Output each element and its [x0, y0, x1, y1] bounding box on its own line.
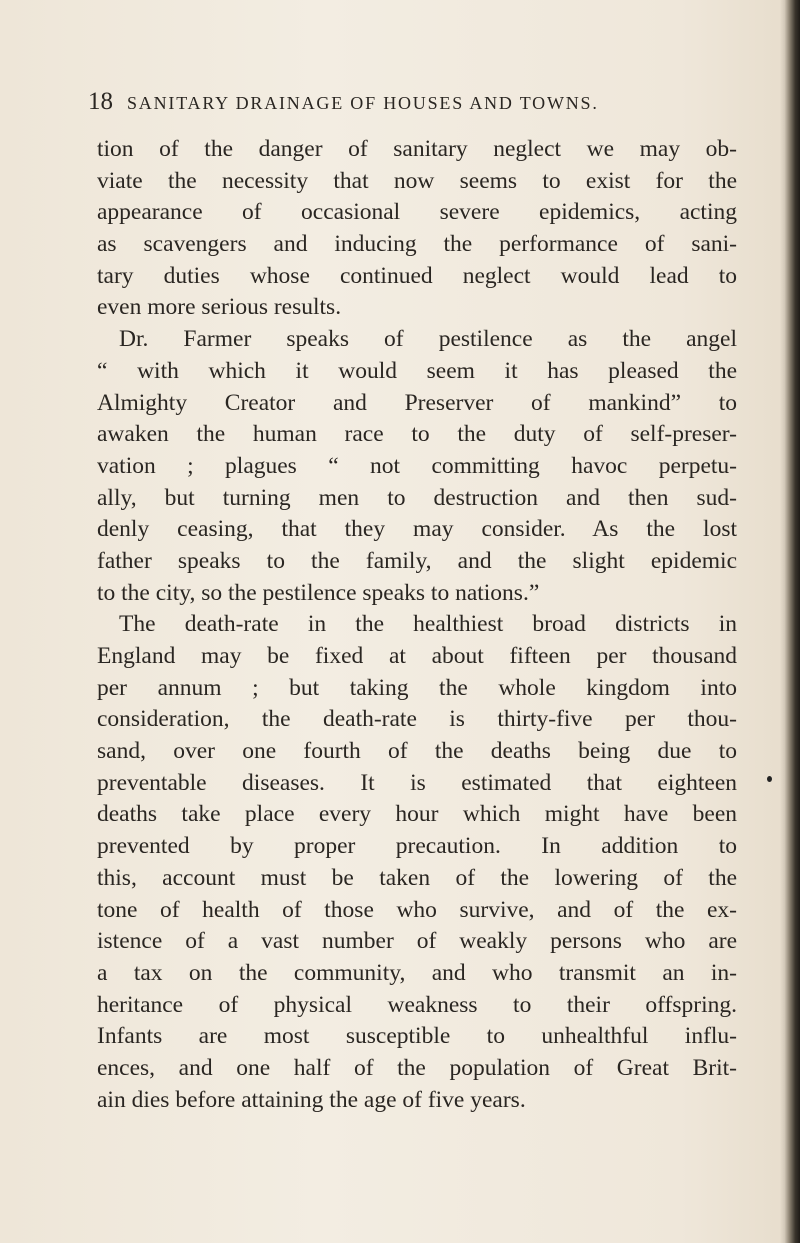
page-number: 18 — [88, 88, 113, 115]
text-line: tary duties whose continued neglect would lead to — [97, 262, 737, 289]
text-line: denly ceasing, that they may consider. As the lost — [97, 516, 737, 543]
text-line: England may be fixed at about fifteen per thousand — [97, 643, 737, 669]
running-title: SANITARY DRAINAGE OF HOUSES AND TOWNS. — [127, 93, 599, 113]
text-line: Infants are most susceptible to unhealthful influ- — [97, 1023, 737, 1050]
text-line: vation ; plagues “ not committing havoc perpetu- — [97, 452, 737, 479]
text-line: as scavengers and inducing the performance of sani- — [97, 231, 737, 258]
text-line: ain dies before attaining the age of five years. — [97, 1086, 526, 1113]
text-line: deaths take place every hour which might have been — [97, 801, 737, 828]
text-line: this, account must be taken of the lowering of the — [97, 864, 737, 891]
text-line: sand, over one fourth of the deaths being due to — [97, 738, 737, 765]
text-line: heritance of physical weakness to their offspring. — [97, 991, 737, 1018]
text-line: appearance of occasional severe epidemics, acting — [97, 199, 737, 226]
text-line: ally, but turning men to destruction and then sud- — [97, 484, 737, 511]
text-line: even more serious results. — [97, 294, 342, 321]
body-text — [97, 134, 737, 1116]
text-line: preventable diseases. It is estimated that eighteen — [97, 769, 737, 796]
text-line: prevented by proper precaution. In addition to — [97, 833, 737, 860]
text-line: viate the necessity that now seems to exist for the — [97, 167, 737, 194]
text-line: awaken the human race to the duty of self-preser- — [97, 421, 737, 448]
text-line: a tax on the community, and who transmit an in- — [97, 959, 737, 986]
text-line: to the city, so the pestilence speaks to nations.” — [97, 579, 540, 606]
text-line: tion of the danger of sanitary neglect we may ob- — [97, 136, 737, 162]
ink-speck — [767, 776, 772, 782]
text-line: istence of a vast number of weakly persons who are — [97, 928, 737, 955]
running-header — [88, 88, 768, 116]
text-line: The death-rate in the healthiest broad districts in — [119, 611, 737, 638]
text-line: tone of health of those who survive, and of the ex- — [97, 896, 737, 923]
book-spine-shadow — [784, 0, 800, 1243]
text-line: per annum ; but taking the whole kingdom into — [97, 674, 737, 701]
text-line: “ with which it would seem it has pleased the — [97, 357, 737, 384]
text-line: consideration, the death-rate is thirty-five per thou- — [97, 706, 737, 733]
text-line: Dr. Farmer speaks of pestilence as the angel — [119, 326, 737, 353]
text-line: ences, and one half of the population of Great Brit- — [97, 1054, 737, 1081]
text-line: father speaks to the family, and the slight epidemic — [97, 547, 737, 574]
text-line: Almighty Creator and Preserver of mankind” to — [97, 389, 737, 416]
